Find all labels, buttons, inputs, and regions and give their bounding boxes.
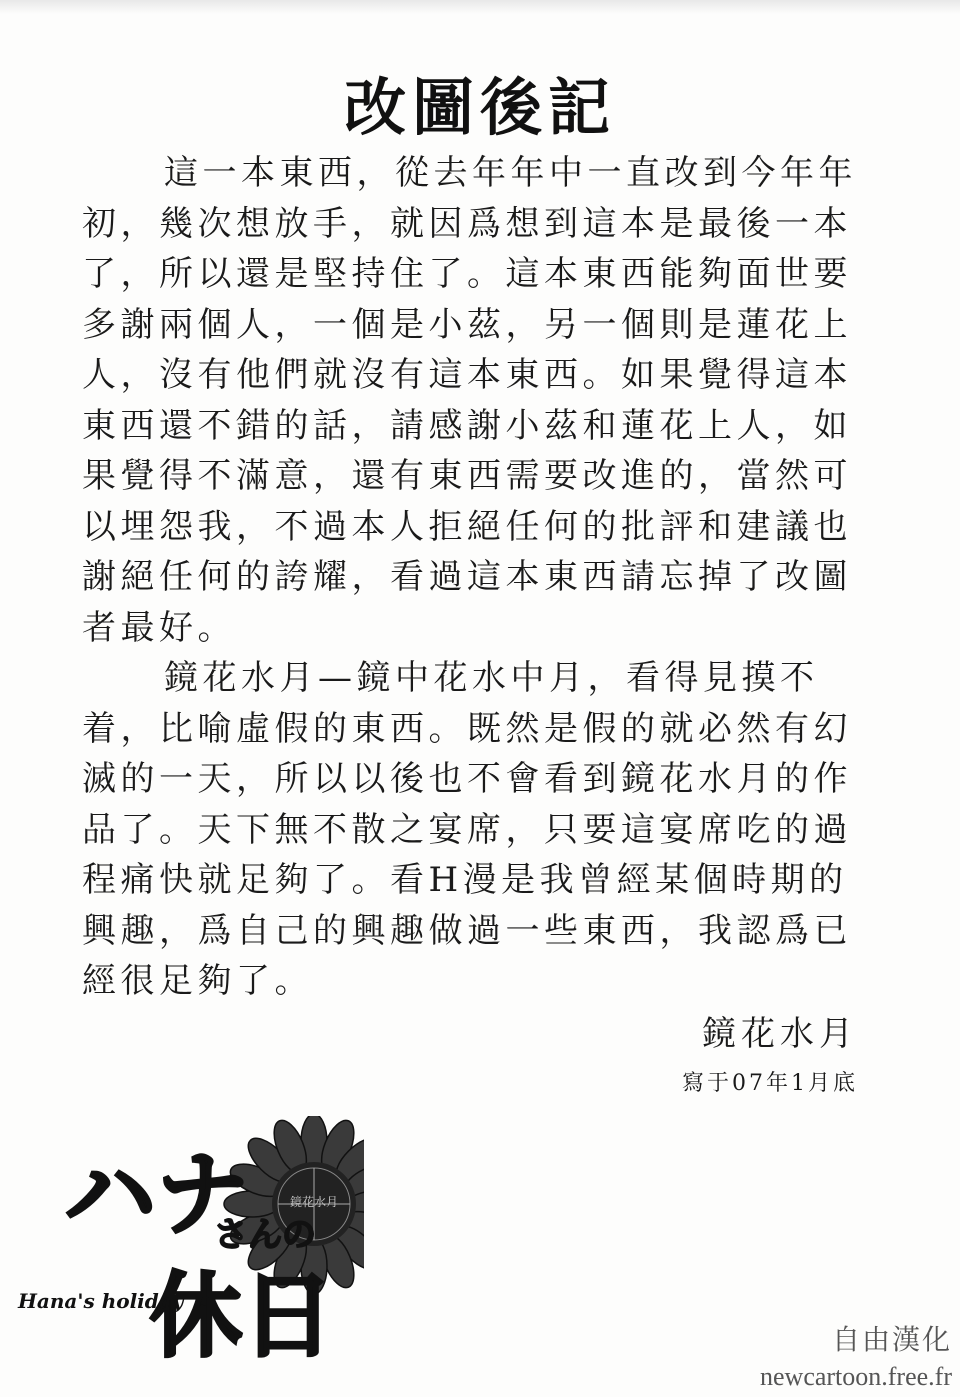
scanlation-watermark <box>760 1318 952 1392</box>
logo-title-line2: 休日 <box>150 1263 335 1366</box>
seal-text: 鏡花水月 <box>289 1195 339 1209</box>
watermark-title: 自由漢化 <box>831 1323 952 1356</box>
hana-holiday-logo <box>14 1116 364 1366</box>
paragraph-1: 這一本東西，從去年年中一直改到今年年初，幾次想放手，就因爲想到這本是最後一本了，所以還是堅持住了。這本東西能夠面世要多謝兩個人，一個是小茲，另一個則是蓮花上人，沒有他們就沒有這本東西。如果覺得這本東西還不錯的話，請感謝小茲和蓮花上人，如果覺得不滿意，還有東西需要改進的，當然可以埋怨我，不過本人拒絕任何的批評和建議也謝絕任何的誇耀，看過這本東西請忘掉了改圖者最好。 <box>82 153 857 648</box>
written-date: 寫于07年1月底 <box>682 1071 858 1096</box>
scan-edge <box>0 0 960 14</box>
afterword-body <box>82 148 862 1007</box>
logo-english-subtitle: Hana's holiday <box>18 1289 184 1313</box>
paragraph-2: 鏡花水月—鏡中花水中月，看得見摸不着，比喻虛假的東西。既然是假的就必然有幻滅的一天，所以以後也不會看到鏡花水月的作品了。天下無不散之宴席，只要這宴席吃的過程痛快就足夠了。看H漫是我曾經某個時期的興趣，爲自己的興趣做過一些東西，我認爲已經很足夠了。 <box>82 658 852 1001</box>
page-title: 改圖後記 <box>343 71 616 144</box>
watermark-url: newcartoon.free.fr <box>760 1362 952 1391</box>
logo-title-small: さんの <box>214 1215 316 1255</box>
signature: 鏡花水月 <box>702 1014 858 1054</box>
logo-title-line1: ハナ <box>64 1141 249 1248</box>
